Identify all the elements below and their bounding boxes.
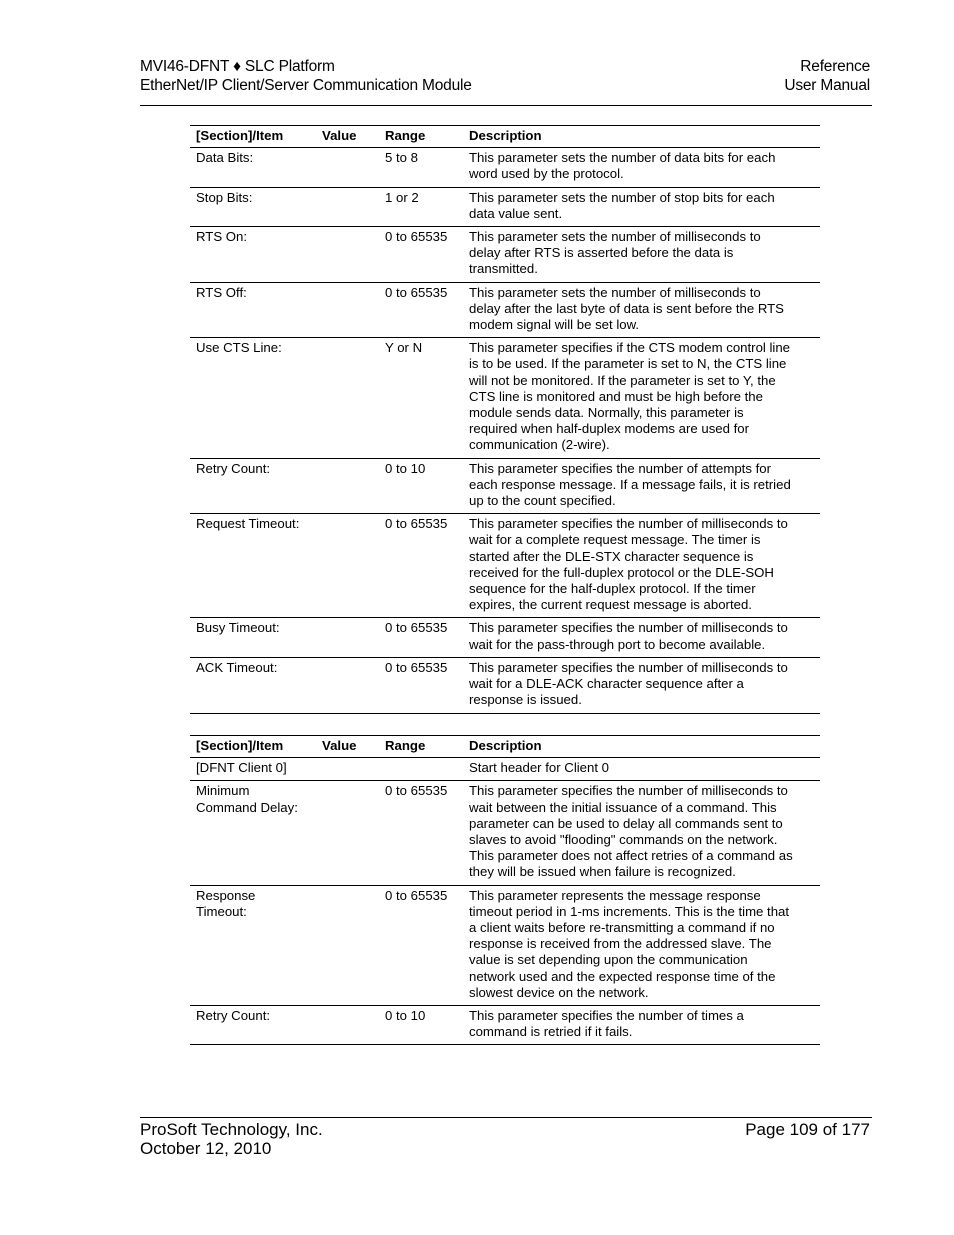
header-section: Reference — [800, 58, 870, 75]
cell-value — [316, 338, 379, 458]
cell-value — [316, 618, 379, 657]
cell-value — [316, 758, 379, 781]
cell-description: This parameter specifies the number of milliseconds to wait for a complete request message. The timer is started after the DLE-STX character sequence is received for the full-duplex protocol or the DLE-SOH sequence for the half-duplex protocol. If the timer expires, the current request message is aborted. — [463, 514, 820, 618]
page-header-right — [784, 57, 870, 95]
table-row — [190, 514, 820, 618]
table-header-row — [190, 736, 820, 758]
parameter-table-1 — [190, 125, 820, 714]
parameter-table-2 — [190, 735, 820, 1045]
table-body — [190, 148, 820, 713]
table-row — [190, 338, 820, 458]
cell-description: This parameter specifies the number of milliseconds to wait for a DLE-ACK character sequence after a response is issued. — [463, 657, 820, 713]
cell-item: Retry Count: — [190, 1006, 316, 1045]
cell-range: 0 to 65535 — [379, 781, 463, 885]
header-module-title: EtherNet/IP Client/Server Communication Module — [140, 77, 472, 94]
column-header-range: Range — [379, 736, 463, 758]
cell-value — [316, 781, 379, 885]
cell-description: This parameter specifies the number of times a command is retried if it fails. — [463, 1006, 820, 1045]
cell-value — [316, 282, 379, 338]
table-row — [190, 1006, 820, 1045]
cell-item: [DFNT Client 0] — [190, 758, 316, 781]
cell-range: 0 to 10 — [379, 458, 463, 514]
cell-range: 0 to 65535 — [379, 618, 463, 657]
cell-range: 0 to 10 — [379, 1006, 463, 1045]
column-header-item: [Section]/Item — [190, 736, 316, 758]
cell-item: Response Timeout: — [190, 885, 316, 1005]
cell-description: This parameter sets the number of milliseconds to delay after the last byte of data is sent before the RTS modem signal will be set low. — [463, 282, 820, 338]
header-divider — [140, 105, 872, 106]
table-header-row — [190, 126, 820, 148]
cell-value — [316, 458, 379, 514]
page-footer-left — [140, 1120, 323, 1158]
cell-description: This parameter sets the number of stop bits for each data value sent. — [463, 187, 820, 226]
table-row — [190, 758, 820, 781]
cell-description: Start header for Client 0 — [463, 758, 820, 781]
header-doc-type: User Manual — [784, 77, 870, 94]
cell-description: This parameter specifies the number of milliseconds to wait between the initial issuance of a command. This parameter can be used to delay all commands sent to slaves to avoid "flooding" commands on the network. This parameter does not affect retries of a command as they will be issued when failure is recognized. — [463, 781, 820, 885]
cell-range: 0 to 65535 — [379, 885, 463, 1005]
cell-value — [316, 657, 379, 713]
footer-date: October 12, 2010 — [140, 1139, 272, 1158]
table-body — [190, 758, 820, 1045]
cell-value — [316, 187, 379, 226]
header-product-title: MVI46-DFNT ♦ SLC Platform — [140, 58, 335, 75]
cell-description: This parameter represents the message response timeout period in 1-ms increments. This is the time that a client waits before re-transmitting a command if no response is received from the addressed slave. The value is set depending upon the communication network used and the expected response time of the slowest device on the network. — [463, 885, 820, 1005]
cell-range: 5 to 8 — [379, 148, 463, 187]
cell-item: ACK Timeout: — [190, 657, 316, 713]
table-row — [190, 227, 820, 283]
cell-item: RTS On: — [190, 227, 316, 283]
footer-company: ProSoft Technology, Inc. — [140, 1120, 323, 1139]
cell-range: 0 to 65535 — [379, 657, 463, 713]
footer-page-number: Page 109 of 177 — [745, 1120, 870, 1139]
cell-item: Request Timeout: — [190, 514, 316, 618]
cell-value — [316, 885, 379, 1005]
cell-item: Use CTS Line: — [190, 338, 316, 458]
cell-range: 0 to 65535 — [379, 227, 463, 283]
cell-item: Busy Timeout: — [190, 618, 316, 657]
cell-range — [379, 758, 463, 781]
cell-range: 0 to 65535 — [379, 282, 463, 338]
cell-value — [316, 514, 379, 618]
table-row — [190, 148, 820, 187]
page-header-left — [140, 57, 472, 95]
cell-value — [316, 148, 379, 187]
footer-divider — [140, 1117, 872, 1118]
cell-range: Y or N — [379, 338, 463, 458]
cell-description: This parameter specifies if the CTS modem control line is to be used. If the parameter is set to N, the CTS line will not be monitored. If the parameter is set to Y, the CTS line is monitored and must be high before the module sends data. Normally, this parameter is required when half-duplex modems are used for communication (2-wire). — [463, 338, 820, 458]
page-footer-right — [745, 1120, 870, 1139]
cell-value — [316, 1006, 379, 1045]
cell-item: Data Bits: — [190, 148, 316, 187]
table-row — [190, 458, 820, 514]
table-row — [190, 618, 820, 657]
column-header-description: Description — [463, 126, 820, 148]
table-row — [190, 187, 820, 226]
cell-description: This parameter sets the number of data bits for each word used by the protocol. — [463, 148, 820, 187]
cell-description: This parameter specifies the number of milliseconds to wait for the pass-through port to become available. — [463, 618, 820, 657]
cell-item: RTS Off: — [190, 282, 316, 338]
column-header-description: Description — [463, 736, 820, 758]
column-header-item: [Section]/Item — [190, 126, 316, 148]
cell-description: This parameter specifies the number of attempts for each response message. If a message fails, it is retried up to the count specified. — [463, 458, 820, 514]
column-header-value: Value — [316, 736, 379, 758]
column-header-value: Value — [316, 126, 379, 148]
cell-value — [316, 227, 379, 283]
column-header-range: Range — [379, 126, 463, 148]
table-row — [190, 282, 820, 338]
table-row — [190, 657, 820, 713]
cell-item: Minimum Command Delay: — [190, 781, 316, 885]
cell-range: 0 to 65535 — [379, 514, 463, 618]
table-row — [190, 885, 820, 1005]
cell-item: Retry Count: — [190, 458, 316, 514]
cell-range: 1 or 2 — [379, 187, 463, 226]
cell-description: This parameter sets the number of milliseconds to delay after RTS is asserted before the data is transmitted. — [463, 227, 820, 283]
cell-item: Stop Bits: — [190, 187, 316, 226]
table-row — [190, 781, 820, 885]
